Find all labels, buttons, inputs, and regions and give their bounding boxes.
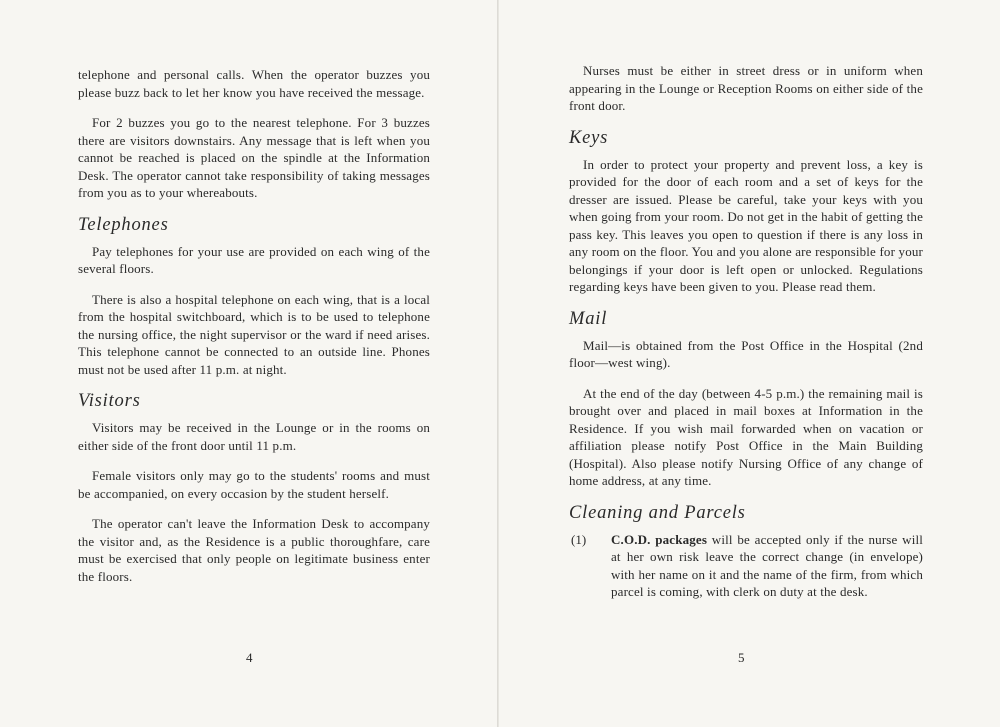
page-number: 4: [246, 650, 253, 665]
paragraph: In order to protect your property and prevent loss, a key is provided for the door of each room and a set of keys for the dresser are issued. Please be careful, take your keys with you when going from your room. Do not get in the habit of getting the pass key. This leaves you open to question if there is any loss in any room on the floor. You and you alone are responsible for your belongings if your door is left open or unlocked. Regulations regarding keys have been given to you. Please read them.: [569, 156, 923, 294]
section-heading-telephones: Telephones: [78, 214, 169, 235]
paragraph: Nurses must be either in street dress or in uniform when appearing in the Lounge or Reception Rooms on either side of the front door.: [569, 63, 923, 113]
left-page-content: [78, 66, 430, 598]
page-number: 5: [738, 650, 745, 665]
right-page-content: [569, 62, 923, 601]
paragraph: Mail—is obtained from the Post Office in the Hospital (2nd floor—west wing).: [569, 337, 923, 370]
left-page: [0, 0, 497, 727]
section-heading-cleaning-and-parcels: Cleaning and Parcels: [569, 502, 746, 523]
paragraph: At the end of the day (between 4-5 p.m.) the remaining mail is brought over and placed in mail boxes at Information in the Residence. If you wish mail forwarded when on vacation or affiliation please notify Post Office in the Main Building (Hospital). Also please notify Nursing Office of any change of home address, at any time.: [569, 385, 923, 488]
list-item-lead: C.O.D. packages: [611, 531, 708, 547]
paragraph: For 2 buzzes you go to the nearest telephone. For 3 buzzes there are visitors downstairs. Any message that is left when you cannot be reached is placed on the spindle at the Information Desk. The operator cannot take responsibility of taking messages from you as to your whereabouts.: [78, 115, 430, 200]
paragraph: Pay telephones for your use are provided on each wing of the several floors.: [78, 243, 430, 276]
paragraph: The operator can't leave the Information Desk to accompany the visitor and, as the Residence is a public thoroughfare, care must be exercised that only people on legitimate business enter the floors.: [78, 516, 430, 584]
section-heading-mail: Mail: [569, 308, 608, 329]
list-item-text: [611, 531, 923, 601]
list-item-number: (1): [571, 531, 587, 547]
section-heading-keys: Keys: [569, 127, 609, 148]
paragraph: There is also a hospital telephone on each wing, that is a local from the hospital switchboard, which is to be used to telephone the nursing office, the night supervisor or the ward if need arises. This telephone cannot be connected to an outside line. Phones must not be used after 11 p.m. at night.: [78, 291, 430, 377]
right-page: [499, 0, 1000, 727]
paragraph: Female visitors only may go to the students' rooms and must be accompanied, on every occasion by the student herself.: [78, 468, 430, 501]
paragraph: Visitors may be received in the Lounge or in the rooms on either side of the front door until 11 p.m.: [78, 420, 430, 453]
list-item-body: will be accepted only if the nurse will at her own risk leave the correct change (in envelope) with her name on it and the name of the firm, from which parcel is coming, with clerk on duty at the desk.: [611, 531, 923, 599]
list-item: [569, 531, 923, 601]
section-heading-visitors: Visitors: [78, 391, 141, 411]
paragraph: telephone and personal calls. When the operator buzzes you please buzz back to let her know you have received the message.: [78, 67, 430, 100]
